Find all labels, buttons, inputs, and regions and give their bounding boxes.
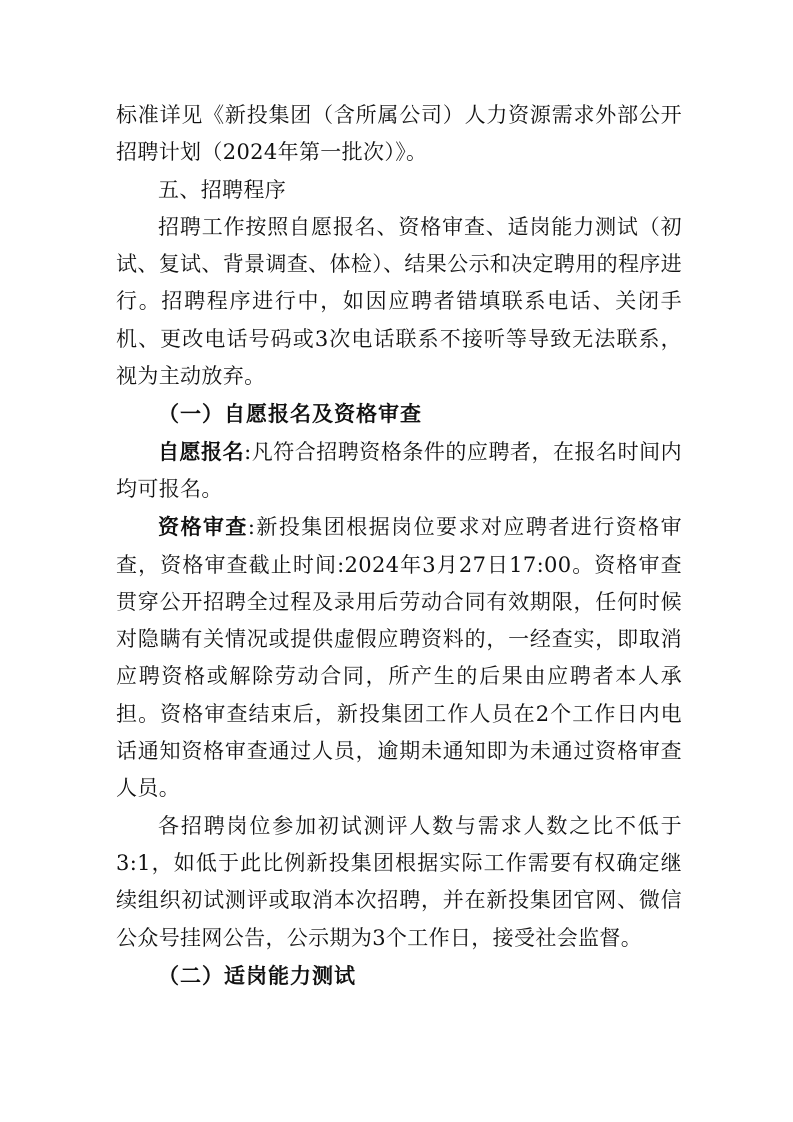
paragraph-ratio-requirement: 各招聘岗位参加初试测评人数与需求人数之比不低于3:1，如低于此比例新投集团根据实际工作需要有权确定继续组织初试测评或取消本次招聘，并在新投集团官网、微信公众号挂网公告，公示期为3个工作日，接受社会监督。 [116,813,682,950]
term-voluntary-registration: 自愿报名 [158,438,245,464]
voluntary-registration-text: :凡符合招聘资格条件的应聘者，在报名时间内均可报名。 [116,439,682,501]
subheading-aptitude-test: （二）适岗能力测试 [158,962,356,988]
paragraph-qualification-review [116,508,682,807]
document-body [116,97,682,994]
paragraph-procedure-overview: 招聘工作按照自愿报名、资格审查、适岗能力测试（初试、复试、背景调查、体检）、结果公示和决定聘用的程序进行。招聘程序进行中，如因应聘者错填联系电话、关闭手机、更改电话号码或3次电话联系不接听等导致无法联系，视为主动放弃。 [116,214,682,389]
term-qualification-review: 资格审查 [158,514,248,540]
section-heading-recruitment-procedure: 五、招聘程序 [158,177,287,202]
paragraph-voluntary-registration [116,433,682,509]
subheading-registration-and-review: （一）自愿报名及资格审查 [158,401,422,427]
qualification-review-text: :新投集团根据岗位要求对应聘者进行资格审查，资格审查截止时间:2024年3月27日17:00。资格审查贯穿公开招聘全过程及录用后劳动合同有效期限，任何时候对隐瞒有关情况或提供虚假应聘资料的，一经查实，即取消应聘资格或解除劳动合同，所产生的后果由应聘者本人承担。资格审查结束后，新投集团工作人员在2个工作日内电话通知资格审查通过人员，逾期未通知即为未通过资格审查人员。 [116,515,682,801]
paragraph-plan-reference: 标准详见《新投集团（含所属公司）人力资源需求外部公开招聘计划（2024年第一批次）》。 [116,103,682,165]
